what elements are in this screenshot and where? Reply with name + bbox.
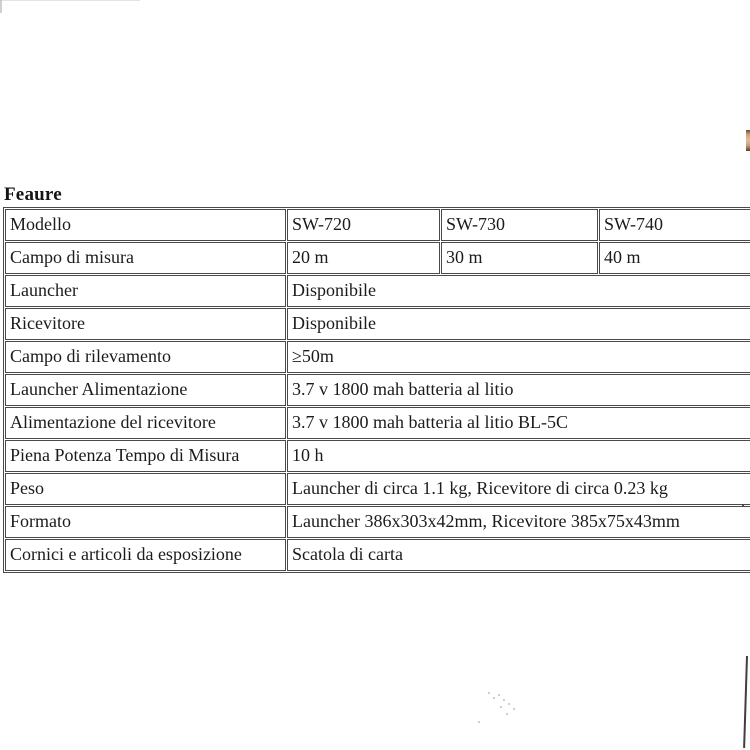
table-row <box>5 473 750 505</box>
noise-speck <box>500 706 502 708</box>
noise-speck <box>498 694 500 696</box>
row-value-cell: 40 m <box>599 242 750 274</box>
row-value-cell: Launcher 386x303x42mm, Ricevitore 385x75x43mm <box>287 506 750 538</box>
noise-speck <box>478 721 480 723</box>
row-value-cell: SW-740 <box>599 209 750 241</box>
noise-speck <box>513 708 515 710</box>
row-label-cell: Piena Potenza Tempo di Misura <box>5 440 286 472</box>
row-label-cell: Ricevitore <box>5 308 286 340</box>
table-row <box>5 341 750 373</box>
row-value-cell: Scatola di carta <box>287 539 750 571</box>
row-label-cell: Formato <box>5 506 286 538</box>
table-row <box>5 242 750 274</box>
right-edge-image-fragment <box>746 130 750 151</box>
row-label-cell: Modello <box>5 209 286 241</box>
row-label-cell: Alimentazione del ricevitore <box>5 407 286 439</box>
table-row <box>5 209 750 241</box>
noise-speck <box>508 703 510 705</box>
row-value-cell: 20 m <box>287 242 440 274</box>
row-value-cell: Disponibile <box>287 275 750 307</box>
table-row <box>5 275 750 307</box>
row-label-cell: Campo di rilevamento <box>5 341 286 373</box>
row-value-cell: Launcher di circa 1.1 kg, Ricevitore di circa 0.23 kg <box>287 473 750 505</box>
table-row <box>5 539 750 571</box>
row-value-cell: 3.7 v 1800 mah batteria al litio BL-5C <box>287 407 750 439</box>
table-row <box>5 308 750 340</box>
spec-table-body <box>5 209 750 571</box>
spec-table <box>3 207 750 573</box>
row-label-cell: Launcher Alimentazione <box>5 374 286 406</box>
row-value-cell: 30 m <box>441 242 598 274</box>
row-label-cell: Campo di misura <box>5 242 286 274</box>
table-row <box>5 440 750 472</box>
row-value-cell: 3.7 v 1800 mah batteria al litio <box>287 374 750 406</box>
row-value-cell: SW-720 <box>287 209 440 241</box>
row-value-cell: SW-730 <box>441 209 598 241</box>
noise-speck <box>503 699 505 701</box>
row-label-cell: Cornici e articoli da esposizione <box>5 539 286 571</box>
top-edge-artifact-line <box>0 0 140 1</box>
bottom-right-artifact-line <box>743 656 748 748</box>
noise-speck <box>493 697 495 699</box>
noise-speck <box>488 692 490 694</box>
row-value-cell: 10 h <box>287 440 750 472</box>
row-value-cell: ≥50m <box>287 341 750 373</box>
table-row <box>5 374 750 406</box>
top-left-artifact-line <box>0 0 2 13</box>
noise-speck <box>506 713 508 715</box>
table-row <box>5 506 750 538</box>
page-title: Feaure <box>4 184 62 205</box>
table-row <box>5 407 750 439</box>
row-label-cell: Peso <box>5 473 286 505</box>
row-label-cell: Launcher <box>5 275 286 307</box>
row-value-cell: Disponibile <box>287 308 750 340</box>
